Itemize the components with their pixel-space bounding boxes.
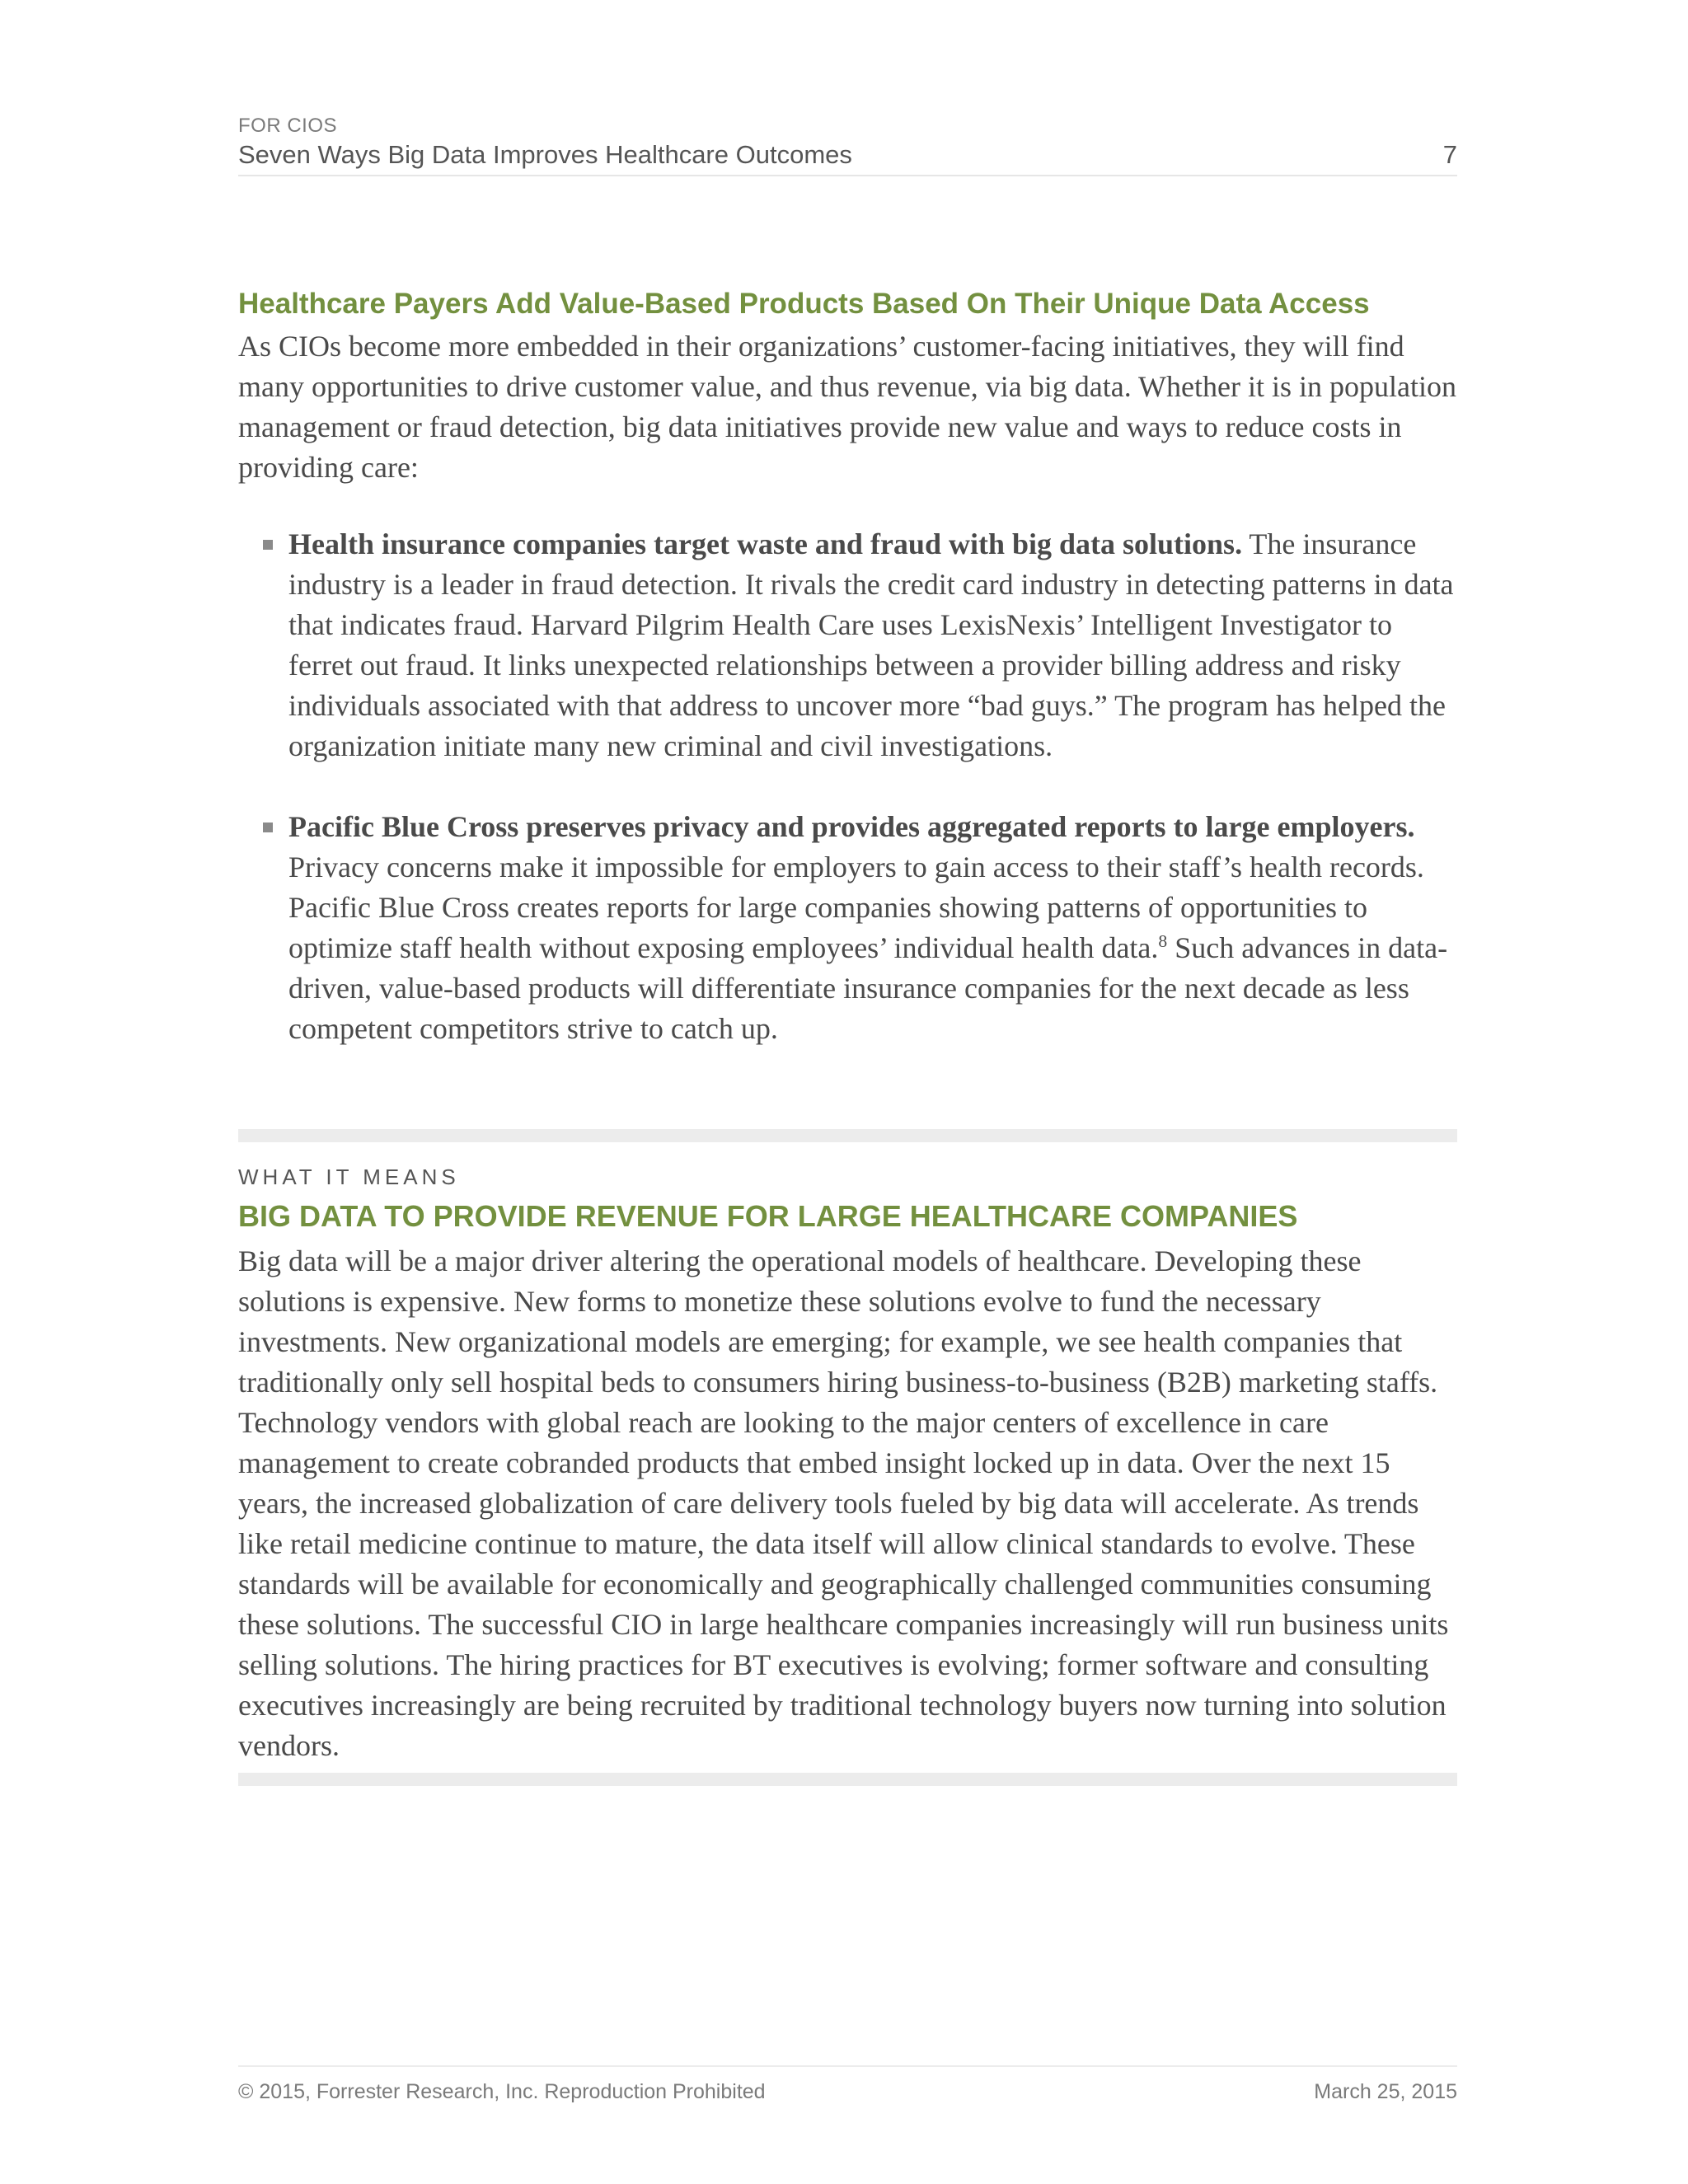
bullet-text-continued: Such advances in data-driven, value-based products will differentiate insurance companies for the next decade as less competent competitors strive to catch up. — [288, 931, 1448, 1045]
bullet-text: The insurance industry is a leader in fraud detection. It rivals the credit card industry in detecting patterns in data that indicates fraud. Harvard Pilgrim Health Care uses LexisNexis’ Intelligent Investigator to ferret out fraud. It links unexpected relationships between a provider billing address and risky individuals associated with that address to uncover more “bad guys.” The program has helped the organization initiate many new criminal and civil investigations. — [288, 527, 1454, 762]
square-bullet-icon — [263, 823, 273, 832]
footer-copyright: © 2015, Forrester Research, Inc. Reproduction Prohibited — [238, 2080, 766, 2103]
bullet-lead: Health insurance companies target waste and fraud with big data solutions. — [288, 527, 1243, 560]
header-row — [238, 138, 1457, 171]
bullet-lead: Pacific Blue Cross preserves privacy and provides aggregated reports to large employers. — [288, 810, 1415, 843]
bullet-item-fraud — [238, 524, 1457, 766]
page-header — [238, 114, 1457, 176]
page-footer — [238, 2065, 1457, 2105]
section-intro: As CIOs become more embedded in their organizations’ customer-facing initiatives, they will find many opportunities to drive customer value, and thus revenue, via big data. Whether it is in population management or fraud detection, big data initiatives provide new value and ways to reduce costs in providing care: — [238, 330, 1456, 484]
page-number: 7 — [1442, 140, 1457, 169]
section-heading: Healthcare Payers Add Value-Based Products Based On Their Unique Data Access — [238, 288, 1370, 320]
footer-date: March 25, 2015 — [1314, 2080, 1457, 2103]
callout-label: WHAT IT MEANS — [238, 1165, 460, 1189]
bullet-list — [238, 524, 1457, 1049]
bullet-text: Privacy concerns make it impossible for employers to gain access to their staff’s health records. Pacific Blue Cross creates reports for large companies showing patterns of opportunities to optimize staff health without exposing employees’ individual health data. — [288, 851, 1424, 964]
footnote-marker[interactable]: 8 — [1158, 931, 1168, 951]
what-it-means-callout — [238, 1129, 1457, 1786]
square-bullet-icon — [263, 540, 273, 550]
payers-section — [238, 285, 1457, 1090]
document-title: Seven Ways Big Data Improves Healthcare Outcomes — [238, 140, 852, 169]
header-kicker: FOR CIOS — [238, 115, 338, 137]
callout-body: Big data will be a major driver altering the operational models of healthcare. Developing these solutions is expensive. New forms to monetize these solutions evolve to fund the necessary investments. New organizational models are emerging; for example, we see health companies that traditionally only sell hospital beds to consumers hiring business-to-business (B2B) marketing staffs. Technology vendors with global reach are looking to the major centers of excellence in care management to create cobranded products that embed insight locked up in data. Over the next 15 years, the increased globalization of care delivery tools fueled by big data will accelerate. As trends like retail medicine continue to mature, the data itself will allow clinical standards to evolve. These standards will be available for economically and geographically challenged communities consuming these solutions. The successful CIO in large healthcare companies increasingly will run business units selling solutions. The hiring practices for BT executives is evolving; former software and consulting executives increasingly are being recruited by traditional technology buyers now turning into solution vendors. — [238, 1244, 1449, 1762]
callout-heading: BIG DATA TO PROVIDE REVENUE FOR LARGE HEALTHCARE COMPANIES — [238, 1199, 1298, 1233]
bullet-item-privacy — [238, 807, 1457, 1049]
